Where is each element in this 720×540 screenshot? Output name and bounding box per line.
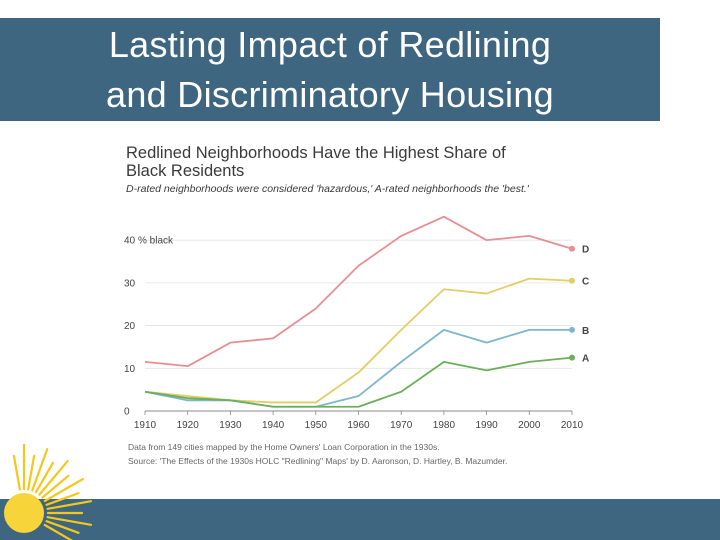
x-tick-label: 2000: [518, 420, 541, 431]
x-tick-label: 1930: [219, 420, 242, 431]
sun-ray: [28, 456, 34, 489]
y-tick-label: 30: [124, 278, 136, 290]
x-tick-label: 1950: [304, 420, 327, 431]
x-tick-label: 1970: [390, 420, 413, 431]
chart-subtitle: D-rated neighborhoods were considered 'hazardous,' A-rated neighborhoods the 'best.': [126, 183, 529, 195]
bottom-band: [0, 499, 720, 540]
sun-ray: [14, 456, 20, 489]
x-tick-label: 1920: [176, 420, 199, 431]
series-label-c: C: [582, 276, 590, 288]
sun-logo-icon: [0, 440, 100, 540]
chart-title-line-2: Black Residents: [126, 162, 245, 180]
x-tick-label: 1940: [261, 420, 285, 431]
series-label-b: B: [582, 325, 590, 337]
y-tick-label: 0: [124, 406, 130, 418]
line-chart: [110, 136, 590, 472]
chart-note-data: Data from 149 cities mapped by the Home Owners' Loan Corporation in the 1930s.: [128, 442, 440, 452]
chart-note-source: Source: 'The Effects of the 1930s HOLC "Redlining" Maps' by D. Aaronson, D. Hartley, B. Mazumder.: [128, 456, 508, 466]
x-tick-label: 1990: [475, 420, 498, 431]
sun-disc: [4, 493, 44, 533]
series-end-point-c: [569, 278, 575, 284]
series-end-point-b: [569, 327, 575, 333]
chart-title-line-1: Redlined Neighborhoods Have the Highest Share of: [126, 144, 506, 162]
series-label-d: D: [582, 244, 590, 256]
y-tick-label: 10: [124, 363, 136, 375]
sun-ray: [47, 493, 79, 505]
series-line-a: [145, 358, 572, 407]
series-end-point-d: [569, 246, 575, 252]
series-label-a: A: [582, 353, 590, 365]
slide-title-line-2: and Discriminatory Housing: [106, 73, 554, 115]
sun-ray: [47, 521, 79, 533]
x-tick-label: 1980: [432, 420, 456, 431]
y-tick-label: 40: [124, 235, 136, 247]
series-line-d: [145, 217, 572, 366]
slide-title-line-1: Lasting Impact of Redlining: [108, 23, 552, 65]
series-line-c: [145, 279, 572, 403]
x-tick-label: 2010: [560, 420, 584, 431]
x-tick-label: 1910: [133, 420, 157, 431]
slide-title: [0, 18, 660, 121]
x-tick-label: 1960: [347, 420, 370, 431]
y-axis-label: % black: [138, 235, 174, 247]
series-end-point-a: [569, 355, 575, 361]
y-tick-label: 20: [124, 321, 136, 333]
